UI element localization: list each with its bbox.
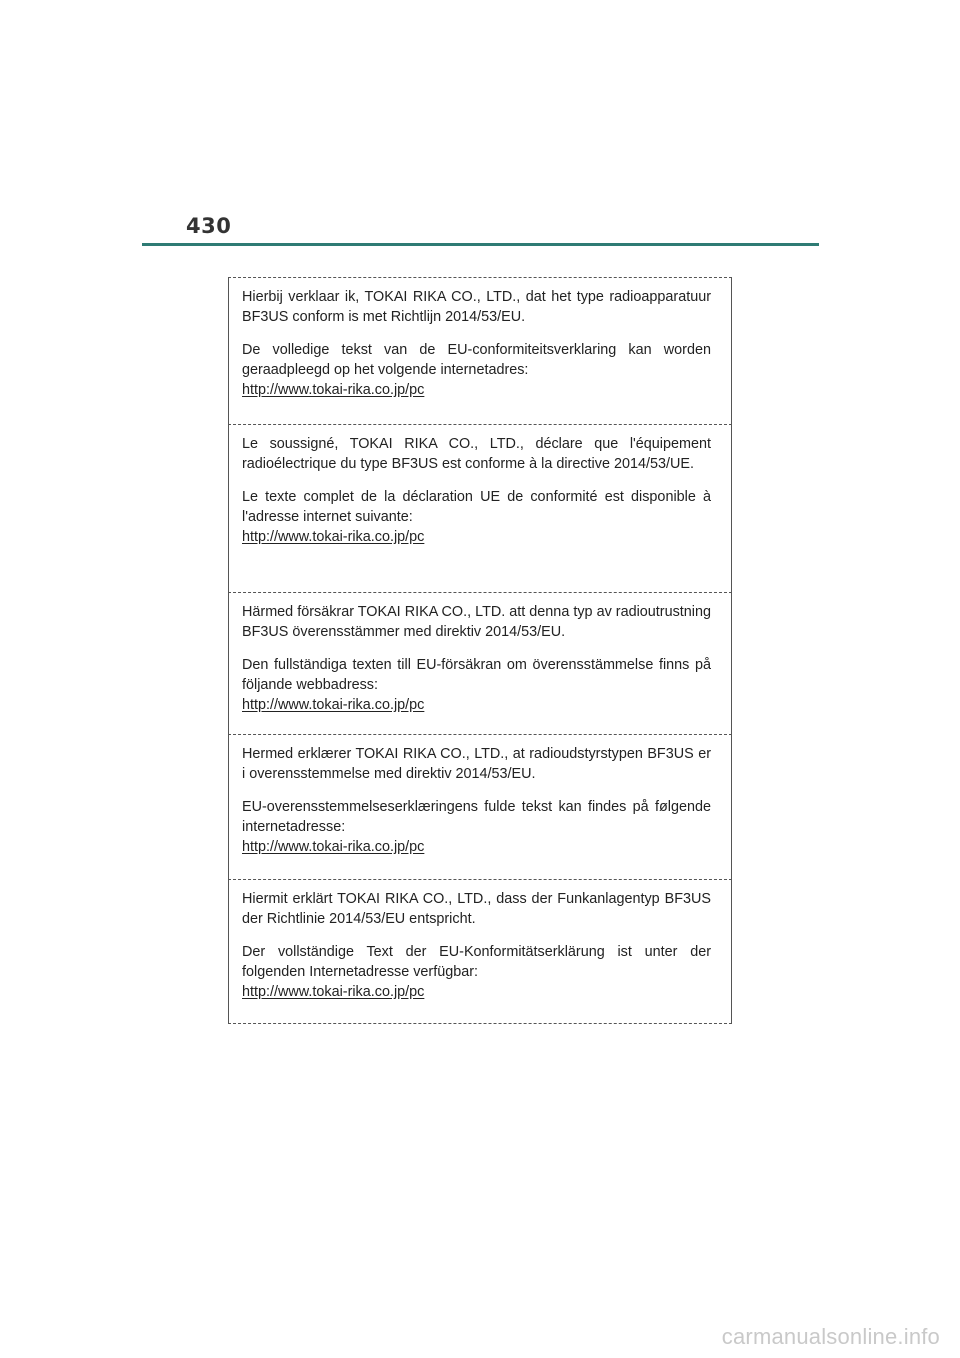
declaration-url-link[interactable]: http://www.tokai-rika.co.jp/pc	[242, 529, 425, 545]
declaration-statement: Härmed försäkrar TOKAI RIKA CO., LTD. att denna typ av radioutrustning BF3US överensstämmer med direktiv 2014/53/EU.	[242, 604, 711, 640]
declaration-availability-text: EU-overensstemmelseserklæringens fulde tekst kan findes på følgende internetadresse:	[242, 799, 711, 835]
declaration-url-link[interactable]: http://www.tokai-rika.co.jp/pc	[242, 984, 425, 1000]
declaration-availability-text: Der vollständige Text der EU-Konformitätserklärung ist unter der folgenden Internetadresse verfügbar:	[242, 944, 711, 980]
declaration-block-danish	[228, 735, 732, 880]
declaration-block-german	[228, 880, 732, 1024]
watermark-text: carmanualsonline.info	[721, 1324, 940, 1349]
page-number: 430	[186, 214, 232, 238]
declaration-availability-text: Den fullständiga texten till EU-försäkran om överensstämmelse finns på följande webbadress:	[242, 657, 711, 693]
declaration-statement: Le soussigné, TOKAI RIKA CO., LTD., déclare que l'équipement radioélectrique du type BF3US est conforme à la directive 2014/53/UE.	[242, 436, 711, 472]
declaration-block-swedish	[228, 593, 732, 735]
declaration-url-link[interactable]: http://www.tokai-rika.co.jp/pc	[242, 382, 425, 398]
declaration-statement: Hierbij verklaar ik, TOKAI RIKA CO., LTD., dat het type radioapparatuur BF3US conform is met Richtlijn 2014/53/EU.	[242, 289, 711, 325]
declaration-availability-text: De volledige tekst van de EU-conformiteitsverklaring kan worden geraadpleegd op het volgende internetadres:	[242, 342, 711, 378]
declaration-block-french	[228, 425, 732, 593]
declaration-url-link[interactable]: http://www.tokai-rika.co.jp/pc	[242, 839, 425, 855]
declaration-url-link[interactable]: http://www.tokai-rika.co.jp/pc	[242, 697, 425, 713]
declaration-table	[228, 277, 732, 1024]
header-rule	[142, 243, 819, 246]
declaration-block-dutch	[228, 278, 732, 425]
declaration-statement: Hermed erklærer TOKAI RIKA CO., LTD., at radioudstyrstypen BF3US er i overensstemmelse med direktiv 2014/53/EU.	[242, 746, 711, 782]
declaration-availability-text: Le texte complet de la déclaration UE de conformité est disponible à l'adresse internet suivante:	[242, 489, 711, 525]
declaration-statement: Hiermit erklärt TOKAI RIKA CO., LTD., dass der Funkanlagentyp BF3US der Richtlinie 2014/53/EU entspricht.	[242, 891, 711, 927]
